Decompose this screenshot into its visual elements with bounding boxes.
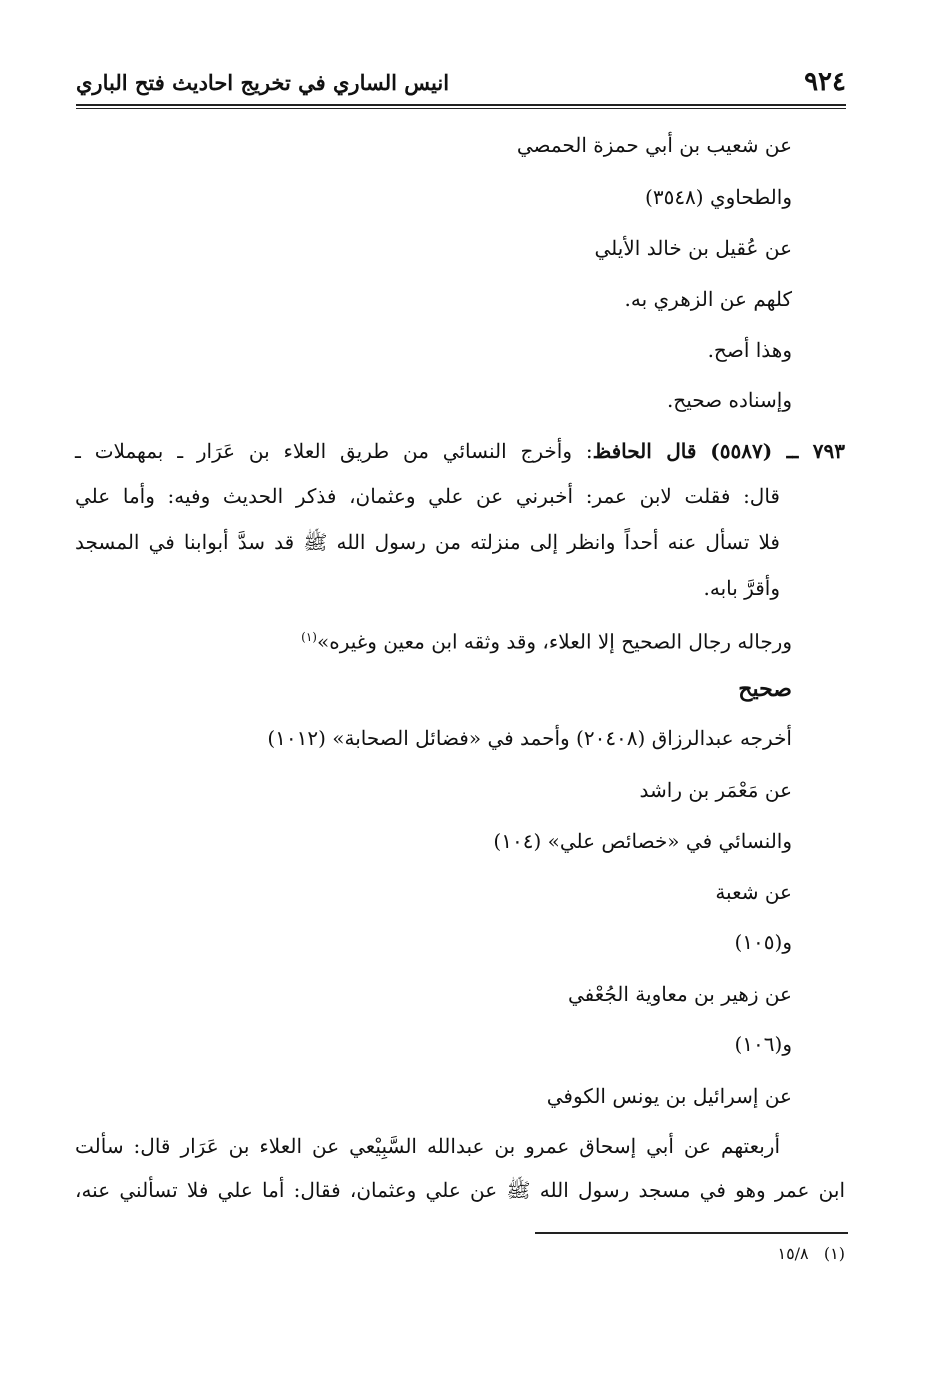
footnote-text: ١٥/٨: [777, 1244, 809, 1263]
quote-text: ورجاله رجال الصحيح إلا العلاء، وقد وثقه ابن معين وغيره»: [316, 629, 792, 654]
text-line: عن شعيب بن أبي حمزة الحمصي: [516, 133, 792, 157]
takhrij-line: والنسائي في «خصائص علي» (١٠٤): [493, 829, 792, 853]
takhrij-line: و(١٠٥): [734, 930, 792, 954]
paragraph-line: ابن عمر وهو في مسجد رسول الله ﷺ عن علي وعثمان، فقال: أما علي فلا تسألني عنه،: [75, 1178, 845, 1202]
takhrij-line: عن زهير بن معاوية الجُعْفي: [567, 982, 792, 1006]
footnote-ref: (١): [301, 630, 317, 644]
entry-text: : وأخرج النسائي من طريق العلاء بن عَرَار ـ بمهملات ـ: [75, 439, 593, 463]
takhrij-line: عن شعبة: [715, 880, 792, 904]
takhrij-line: عن مَعْمَر بن راشد: [639, 778, 792, 802]
footnote-rule: [535, 1232, 848, 1234]
page-number: ٩٢٤: [804, 67, 846, 97]
quote-line: قال: فقلت لابن عمر: أخبرني عن علي وعثمان، فذكر الحديث وفيه: وأما علي: [75, 484, 780, 508]
quote-line: [301, 622, 792, 657]
footnote: [777, 1244, 845, 1263]
text-line: عن عُقيل بن خالد الأيلي: [594, 236, 792, 260]
quote-line: فلا تسأل عنه أحداً وانظر إلى منزلته من رسول الله ﷺ قد سدَّ أبوابنا في المسجد: [75, 530, 780, 554]
entry-number: ٧٩٣ ــ (٥٥٨٧): [710, 439, 845, 463]
quote-line: وأقرَّ بابه.: [703, 576, 780, 600]
entry-speaker: قال الحافظ: [592, 439, 697, 463]
takhrij-line: عن إسرائيل بن يونس الكوفي: [546, 1084, 792, 1108]
paragraph-line: أربعتهم عن أبي إسحاق عمرو بن عبدالله السَّبِيْعي عن العلاء بن عَرَار قال: سألت: [75, 1134, 780, 1158]
footnote-marker: (١): [823, 1244, 845, 1263]
page-header: [76, 62, 846, 102]
entry-first-line: [75, 436, 845, 466]
grading-heading: صحيح: [738, 676, 792, 702]
header-rule: [76, 104, 846, 106]
takhrij-line: و(١٠٦): [734, 1032, 792, 1056]
text-line: والطحاوي (٣٥٤٨): [645, 185, 792, 209]
text-line: كلهم عن الزهري به.: [624, 287, 792, 311]
running-title: انيس الساري في تخريج احاديث فتح الباري: [76, 69, 450, 95]
text-line: وهذا أصح.: [707, 338, 792, 362]
header-rule-thin: [76, 108, 846, 109]
takhrij-line: أخرجه عبدالرزاق (٢٠٤٠٨) وأحمد في «فضائل الصحابة» (١٠١٢): [267, 726, 792, 750]
text-line: وإسناده صحيح.: [666, 388, 792, 412]
